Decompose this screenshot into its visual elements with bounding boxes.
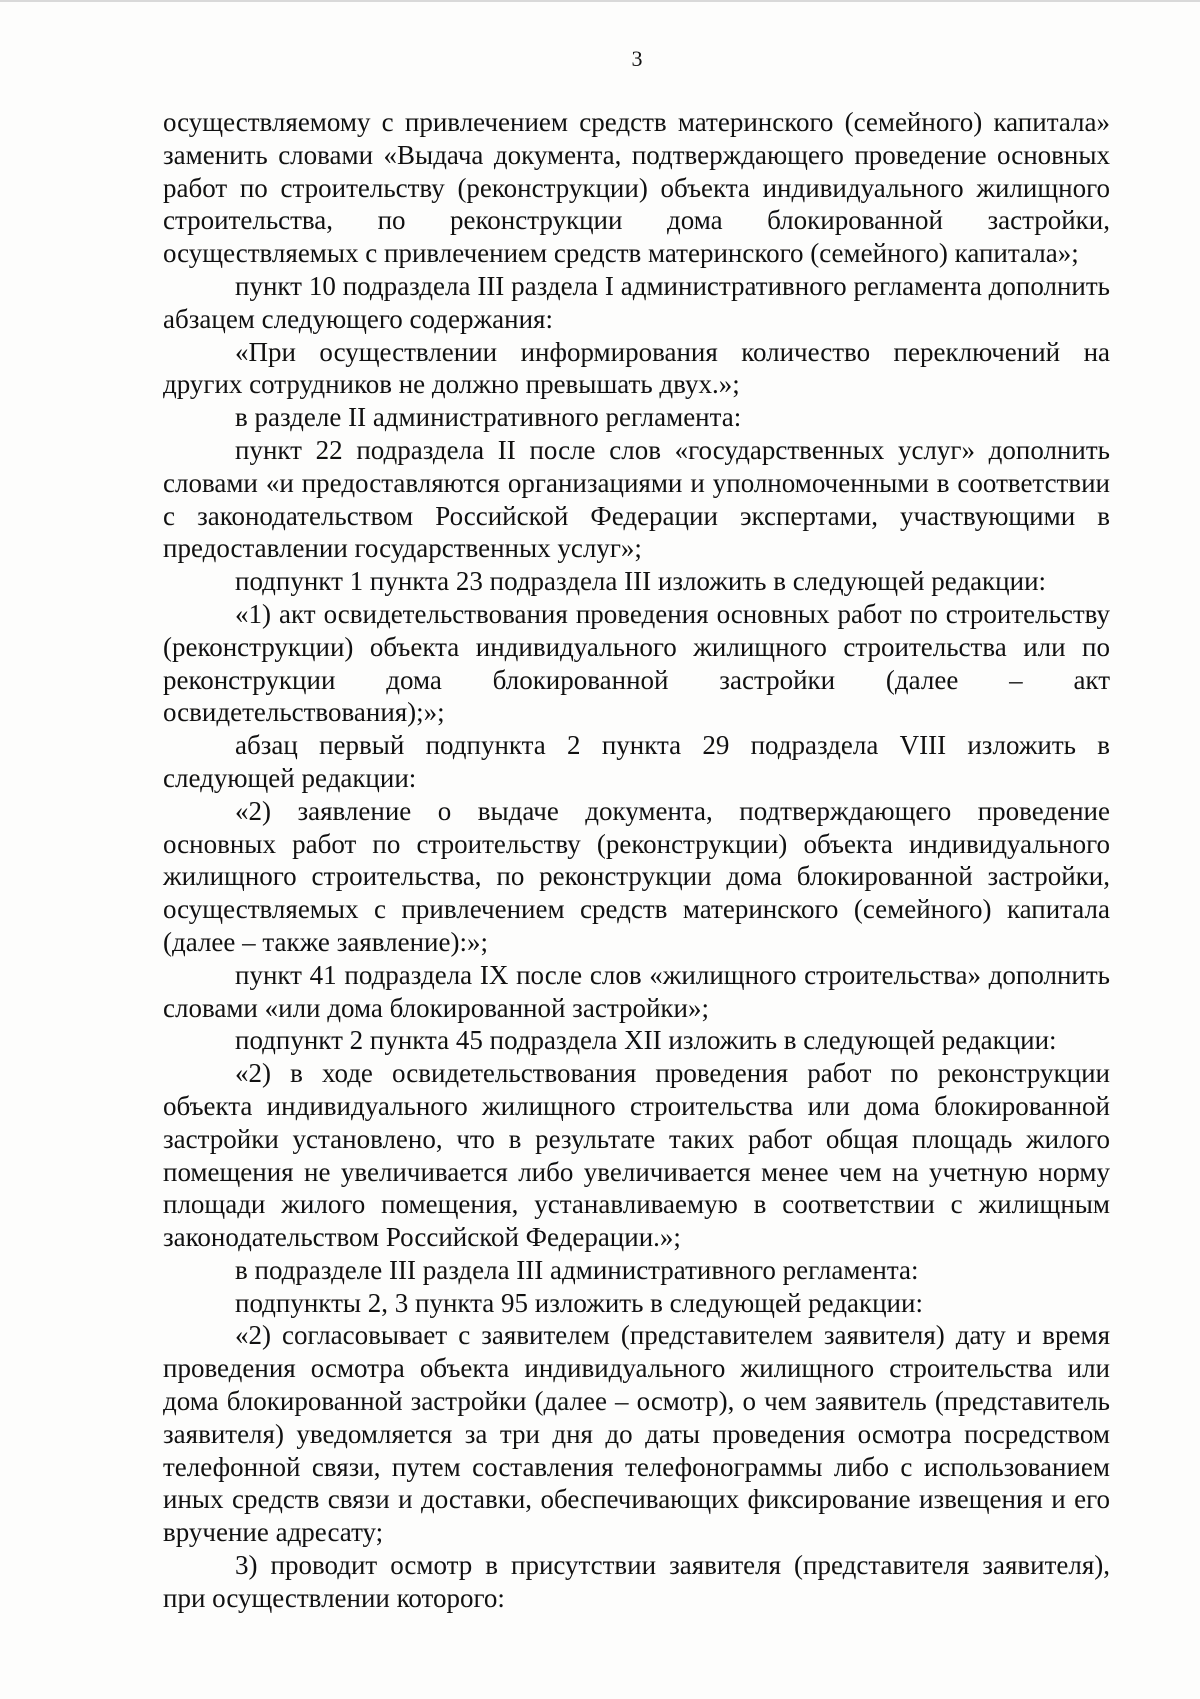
paragraph-8: абзац первый подпункта 2 пункта 29 подраздела VIII изложить в следующей редакции: xyxy=(163,730,1110,793)
paragraph-7: «1) акт освидетельствования проведения основных работ по строительству (реконструкции) объекта индивидуального жилищного строительства или по реконструкции дома блокированной застройки (далее – акт освидетельствования);»; xyxy=(163,598,1110,728)
paragraph-11: подпункт 2 пункта 45 подраздела XII изложить в следующей редакции: xyxy=(235,1025,1057,1056)
paragraph-16: 3) проводит осмотр в присутствии заявителя (представителя заявителя), при осуществлении которого: xyxy=(163,1550,1110,1613)
paragraph-3: «При осуществлении информирования количество переключений на других сотрудников не должно превышать двух.»; xyxy=(163,336,1110,400)
paragraph-4: в разделе II административного регламента: xyxy=(235,402,742,433)
scan-edge-line xyxy=(0,0,1200,2)
paragraph-12: «2) в ходе освидетельствования проведения работ по реконструкции объекта индивидуального жилищного строительства или дома блокированной застройки установлено, что в результате таких работ общая площадь жилого помещения не увеличивается либо увеличивается менее чем на учетную норму площади жилого помещения, устанавливаемую в соответствии с жилищным законодательством Российской Федерации.»; xyxy=(163,1058,1110,1253)
paragraph-14: подпункты 2, 3 пункта 95 изложить в следующей редакции: xyxy=(235,1287,923,1318)
paragraph-13: в подразделе III раздела III административного регламента: xyxy=(235,1254,919,1285)
page-number: 3 xyxy=(631,46,643,71)
paragraph-10: пункт 41 подраздела IX после слов «жилищного строительства» дополнить словами «или дома блокированной застройки»; xyxy=(163,959,1110,1023)
document-body xyxy=(163,106,1110,1615)
paragraph-5: пункт 22 подраздела II после слов «государственных услуг» дополнить словами «и предоставляются организациями и уполномоченными в соответствии с законодательством Российской Федерации экспертами, участвующими в предоставлении государственных услуг»; xyxy=(163,434,1110,564)
paragraph-1: осуществляемому с привлечением средств материнского (семейного) капитала» заменить словами «Выдача документа, подтверждающего проведение основных работ по строительству (реконструкции) объекта индивидуального жилищного строительства, по реконструкции дома блокированной застройки, осуществляемых с привлечением средств материнского (семейного) капитала»; xyxy=(163,107,1110,269)
paragraph-2: пункт 10 подраздела III раздела I административного регламента дополнить абзацем следующего содержания: xyxy=(163,270,1110,334)
paragraph-15: «2) согласовывает с заявителем (представителем заявителя) дату и время проведения осмотра объекта индивидуального жилищного строительства или дома блокированной застройки (далее – осмотр), о чем заявитель (представитель заявителя) уведомляется за три дня до даты проведения осмотра посредством телефонной связи, путем составления телефонограммы либо с использованием иных средств связи и доставки, обеспечивающих фиксирование извещения и его вручение адресату; xyxy=(163,1320,1110,1548)
paragraph-6: подпункт 1 пункта 23 подраздела III изложить в следующей редакции: xyxy=(235,566,1047,597)
paragraph-9: «2) заявление о выдаче документа, подтверждающего проведение основных работ по строительству (реконструкции) объекта индивидуального жилищного строительства, по реконструкции дома блокированной застройки, осуществляемых с привлечением средств материнского (семейного) капитала (далее – также заявление):»; xyxy=(163,795,1110,957)
